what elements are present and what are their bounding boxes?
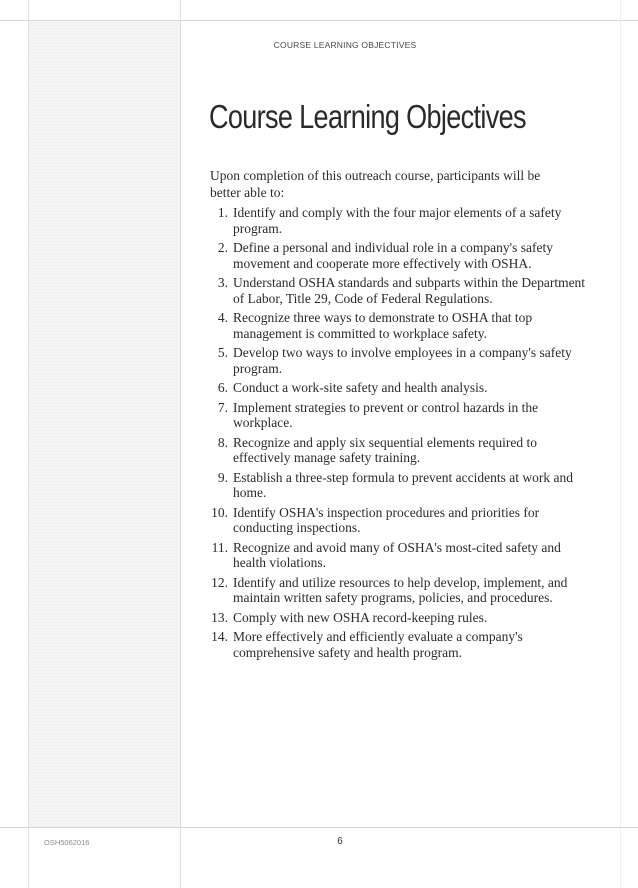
list-item-text: Define a personal and individual role in a company's safety movement and cooperate more effectively with OSHA. [233,240,553,271]
list-item [210,435,595,466]
page-title: Course Learning Objectives [209,98,526,135]
list-item-number: 8. [217,434,228,450]
list-item-number: 3. [217,275,228,290]
list-item [210,275,595,306]
right-rule [620,0,621,888]
list-item-number: 12. [211,574,228,590]
list-item [210,205,595,236]
bottom-rule [0,827,638,828]
running-header: COURSE LEARNING OBJECTIVES [273,40,417,50]
list-item-number: 2. [217,240,228,255]
list-item [210,240,595,271]
list-item-text: Identify and utilize resources to help develop, implement, and maintain written safety programs, policies, and procedures. [233,574,568,605]
list-item-number: 6. [217,380,228,395]
list-item [210,310,595,341]
list-item [210,380,595,396]
list-item [210,610,595,626]
list-item-text: Comply with new OSHA record-keeping rules. [233,609,488,625]
list-item [210,400,595,431]
list-item-number: 11. [211,539,228,555]
list-item-text: Recognize and apply six sequential elements required to effectively manage safety training. [233,434,538,465]
list-item-text: Understand OSHA standards and subparts within the Department of Labor, Title 29, Code of Federal Regulations. [233,275,586,306]
list-item-number: 4. [217,310,228,325]
list-item-text: Identify and comply with the four major elements of a safety program. [233,205,562,236]
list-item-text: Establish a three-step formula to prevent accidents at work and home. [233,469,574,500]
list-item-number: 5. [217,345,228,360]
list-item-text: More effectively and efficiently evaluate a company's comprehensive safety and health program. [233,629,523,660]
list-item-text: Implement strategies to prevent or control hazards in the workplace. [233,399,539,430]
sidebar-panel [29,21,180,827]
list-item-text: Recognize three ways to demonstrate to OSHA that top management is committed to workplace safety. [233,310,533,341]
list-item-text: Develop two ways to involve employees in a company's safety program. [233,345,572,376]
list-item [210,470,595,501]
intro-paragraph: Upon completion of this outreach course, participants will be better able to: [210,168,541,200]
list-item [210,540,595,571]
list-item-text: Conduct a work-site safety and health analysis. [233,380,488,395]
list-item [210,345,595,376]
document-code: OSH5062016 [44,838,90,847]
list-item-text: Recognize and avoid many of OSHA's most-cited safety and health violations. [233,539,561,570]
sidebar-edge-rule [180,0,181,888]
list-item [210,629,595,660]
list-item-number: 9. [217,469,228,485]
list-item [210,505,595,536]
list-item-number: 14. [211,629,228,644]
page-number: 6 [337,836,343,847]
list-item-text: Identify OSHA's inspection procedures and priorities for conducting inspections. [233,504,540,535]
list-item [210,575,595,606]
list-item-number: 13. [211,609,228,625]
list-item-number: 10. [211,504,228,520]
objectives-list [210,205,595,664]
list-item-number: 7. [217,399,228,415]
list-item-number: 1. [217,205,228,220]
